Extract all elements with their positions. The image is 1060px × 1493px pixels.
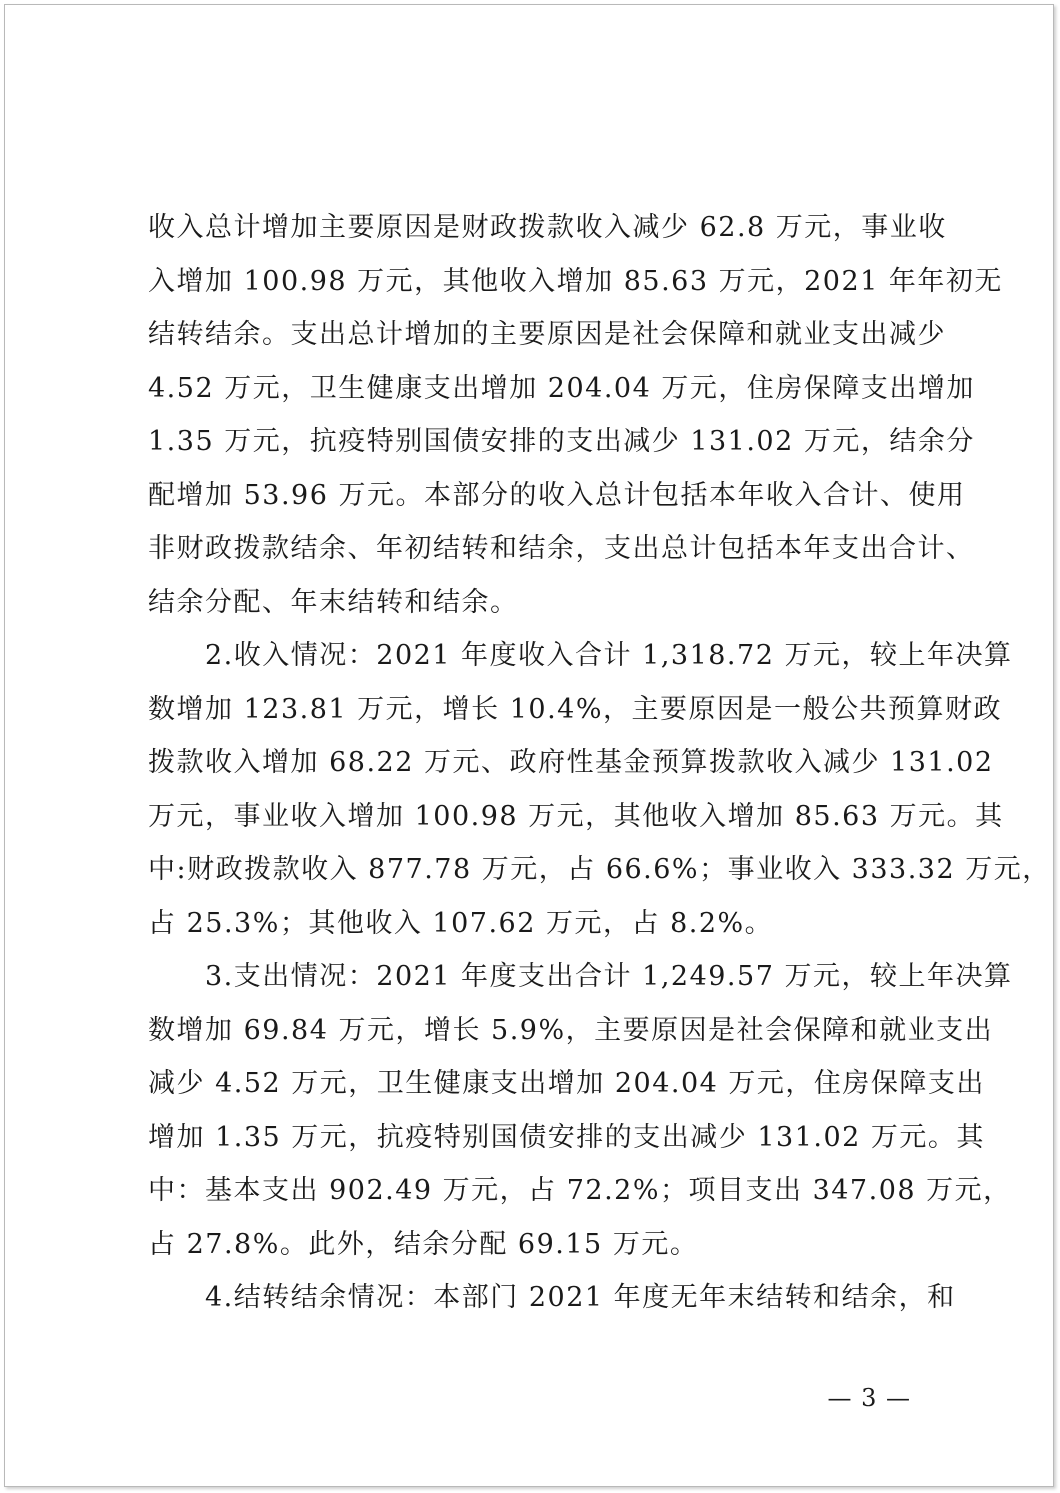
paragraph-carryover [148,1271,956,1325]
text-line: 拨款收入增加 68.22 万元、政府性基金预算拨款收入减少 131.02 [148,747,994,778]
text-line: 1.35 万元，抗疫特别国债安排的支出减少 131.02 万元，结余分 [148,426,975,457]
text-line: 非财政拨款结余、年初结转和结余，支出总计包括本年支出合计、 [148,533,975,564]
text-line: 配增加 53.96 万元。本部分的收入总计包括本年收入合计、使用 [148,479,966,511]
text-line: 占 27.8%。此外，结余分配 69.15 万元。 [148,1228,699,1260]
text-line: 数增加 69.84 万元，增长 5.9%，主要原因是社会保障和就业支出 [148,1014,994,1046]
text-line: 减少 4.52 万元，卫生健康支出增加 204.04 万元，住房保障支出 [148,1068,985,1099]
text-line: 3.支出情况：2021 年度支出合计 1,249.57 万元，较上年决算 [205,961,1013,992]
text-line: 4.结转结余情况：本部门 2021 年度无年末结转和结余，和 [205,1282,956,1313]
text-line: 4.52 万元，卫生健康支出增加 204.04 万元，住房保障支出增加 [148,372,975,404]
text-line: 万元，事业收入增加 100.98 万元，其他收入增加 85.63 万元。其 [148,800,1004,832]
text-line: 入增加 100.98 万元，其他收入增加 85.63 万元，2021 年年初无 [148,265,1003,297]
paragraph-expenditure [148,950,1013,1271]
text-line: 2.收入情况：2021 年度收入合计 1,318.72 万元，较上年决算 [205,640,1013,671]
text-line: 数增加 123.81 万元，增长 10.4%，主要原因是一般公共预算财政 [148,693,1002,725]
paragraph [148,201,1003,629]
text-line: 中：基本支出 902.49 万元，占 72.2%；项目支出 347.08 万元， [148,1175,1012,1206]
paragraph-income [148,629,1051,950]
text-line: 增加 1.35 万元，抗疫特别国债安排的支出减少 131.02 万元。其 [148,1121,985,1153]
text-line: 收入总计增加主要原因是财政拨款收入减少 62.8 万元，事业收 [148,212,947,243]
text-line: 结余分配、年末结转和结余。 [148,586,519,618]
document-body [148,201,1051,1325]
text-line: 中:财政拨款收入 877.78 万元，占 66.6%；事业收入 333.32 万元， [148,854,1051,885]
text-line: 结转结余。支出总计增加的主要原因是社会保障和就业支出减少 [148,319,946,350]
page-number: — 3 — [827,1384,911,1412]
document-page [4,4,1054,1487]
text-line: 占 25.3%；其他收入 107.62 万元，占 8.2%。 [148,907,774,939]
